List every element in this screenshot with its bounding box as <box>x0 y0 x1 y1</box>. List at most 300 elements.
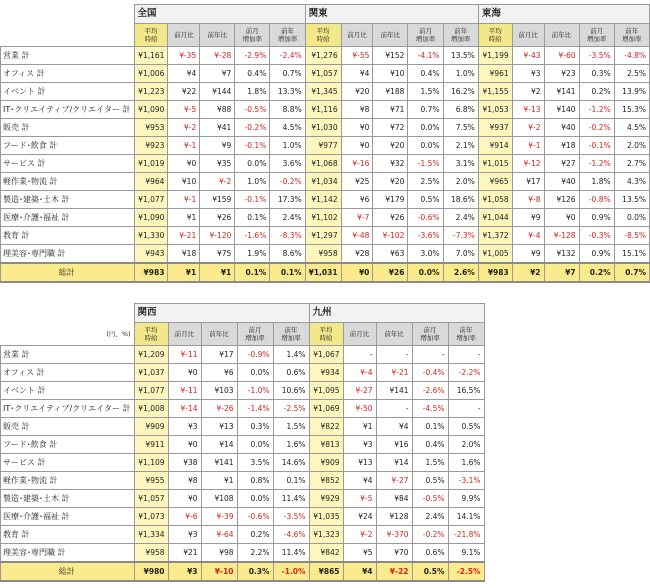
category-label: 総計 <box>1 562 135 581</box>
table-row <box>1 382 485 400</box>
unit-label <box>1 24 135 47</box>
value-cell: ¥140 <box>544 101 579 119</box>
value-cell: ¥4 <box>343 472 376 490</box>
value-cell: -0.2% <box>412 526 448 544</box>
value-cell: 8.8% <box>270 101 305 119</box>
value-cell: ¥141 <box>544 83 579 101</box>
value-cell: 3.0% <box>408 245 443 264</box>
value-cell: 2.2% <box>237 544 273 563</box>
region-header-row <box>1 304 485 323</box>
value-cell: 0.3% <box>237 418 273 436</box>
value-cell: 0.5% <box>448 418 484 436</box>
value-cell: -0.2% <box>270 173 305 191</box>
value-cell: ¥8 <box>168 472 201 490</box>
avg-wage-cell: ¥958 <box>134 544 168 563</box>
avg-wage-cell: ¥1,345 <box>305 83 341 101</box>
table-row <box>1 173 650 191</box>
value-cell: -1.2% <box>579 155 614 173</box>
value-cell: 2.1% <box>443 137 478 155</box>
value-cell: -4.5% <box>412 400 448 418</box>
value-cell: ¥32 <box>373 155 408 173</box>
value-cell: 10.6% <box>273 382 309 400</box>
value-cell: ¥-5 <box>343 490 376 508</box>
table-row <box>1 227 650 245</box>
value-cell: - <box>448 346 484 364</box>
value-cell: 0.4% <box>235 65 270 83</box>
value-cell: -2.4% <box>270 47 305 65</box>
value-cell: ¥6 <box>201 364 237 382</box>
value-cell: ¥-1 <box>168 137 200 155</box>
value-cell: ¥13 <box>343 454 376 472</box>
value-cell: ¥70 <box>376 544 412 563</box>
category-label: 総計 <box>1 263 135 282</box>
value-cell: 13.3% <box>270 83 305 101</box>
avg-wage-cell: ¥1,116 <box>305 101 341 119</box>
value-cell: ¥40 <box>544 119 579 137</box>
value-cell: 1.0% <box>270 137 305 155</box>
column-header: 前年 増加率 <box>270 24 305 47</box>
avg-wage-cell: ¥1,155 <box>478 83 512 101</box>
avg-wage-cell: ¥943 <box>134 245 168 264</box>
value-cell: -1.0% <box>237 382 273 400</box>
value-cell: -3.6% <box>408 227 443 245</box>
column-header: 前月比 <box>341 24 373 47</box>
value-cell: ¥3 <box>168 562 201 581</box>
value-cell: ¥71 <box>373 101 408 119</box>
value-cell: ¥-21 <box>376 364 412 382</box>
table-row <box>1 119 650 137</box>
avg-wage-cell: ¥964 <box>134 173 168 191</box>
column-header: 平均 時給 <box>134 24 168 47</box>
column-header: 平均 時給 <box>309 323 343 346</box>
avg-wage-cell: ¥1,323 <box>309 526 343 544</box>
value-cell: ¥72 <box>373 119 408 137</box>
value-cell: 0.2% <box>579 83 614 101</box>
total-row <box>1 562 485 581</box>
category-label: サービス 計 <box>1 454 135 472</box>
column-header: 前年比 <box>544 24 579 47</box>
value-cell: ¥-21 <box>168 227 200 245</box>
value-cell: 14.1% <box>448 508 484 526</box>
table-row <box>1 472 485 490</box>
value-cell: ¥84 <box>376 490 412 508</box>
column-header: 前月比 <box>343 323 376 346</box>
value-cell: 2.5% <box>408 173 443 191</box>
category-label: フード･飲食 計 <box>1 137 135 155</box>
avg-wage-cell: ¥813 <box>309 436 343 454</box>
avg-wage-cell: ¥865 <box>309 562 343 581</box>
value-cell: -2.9% <box>235 47 270 65</box>
avg-wage-cell: ¥1,161 <box>134 47 168 65</box>
value-cell: ¥-4 <box>512 227 544 245</box>
value-cell: -0.1% <box>235 191 270 209</box>
value-cell: ¥26 <box>373 209 408 227</box>
value-cell: ¥-5 <box>168 101 200 119</box>
value-cell: 3.5% <box>237 454 273 472</box>
value-cell: ¥9 <box>512 209 544 227</box>
value-cell: ¥-2 <box>512 119 544 137</box>
value-cell: 11.4% <box>273 490 309 508</box>
value-cell: -2.5% <box>448 562 484 581</box>
value-cell: ¥-370 <box>376 526 412 544</box>
value-cell: 0.5% <box>408 191 443 209</box>
avg-wage-cell: ¥923 <box>134 137 168 155</box>
value-cell: ¥1 <box>168 209 200 227</box>
avg-wage-cell: ¥1,058 <box>478 191 512 209</box>
avg-wage-cell: ¥977 <box>305 137 341 155</box>
value-cell: ¥-39 <box>201 508 237 526</box>
category-label: イベント 計 <box>1 382 135 400</box>
avg-wage-cell: ¥842 <box>309 544 343 563</box>
column-header: 前月 増加率 <box>412 323 448 346</box>
category-label: 販売 計 <box>1 119 135 137</box>
value-cell: -3.1% <box>448 472 484 490</box>
category-label: 教育 計 <box>1 227 135 245</box>
table-row <box>1 454 485 472</box>
value-cell: -8.3% <box>270 227 305 245</box>
value-cell: ¥7 <box>544 263 579 282</box>
value-cell: ¥0 <box>168 364 201 382</box>
column-header-row <box>1 323 485 346</box>
value-cell: ¥6 <box>341 191 373 209</box>
value-cell: -1.4% <box>237 400 273 418</box>
category-label: 理美容･専門職 計 <box>1 245 135 264</box>
value-cell: -2.6% <box>412 382 448 400</box>
avg-wage-cell: ¥1,090 <box>134 101 168 119</box>
category-label: 軽作業･物流 計 <box>1 173 135 191</box>
value-cell: ¥1 <box>200 263 235 282</box>
category-label: 営業 計 <box>1 346 135 364</box>
column-header: 前年比 <box>373 24 408 47</box>
value-cell: ¥3 <box>168 526 201 544</box>
avg-wage-cell: ¥1,109 <box>134 454 168 472</box>
table-row <box>1 83 650 101</box>
value-cell: ¥8 <box>341 101 373 119</box>
value-cell: ¥-120 <box>200 227 235 245</box>
value-cell: 2.0% <box>614 137 649 155</box>
value-cell: ¥141 <box>376 382 412 400</box>
value-cell: 13.5% <box>614 191 649 209</box>
value-cell: ¥-35 <box>168 47 200 65</box>
table-row <box>1 47 650 65</box>
value-cell: 0.6% <box>273 364 309 382</box>
value-cell: ¥4 <box>168 65 200 83</box>
value-cell: -0.8% <box>579 191 614 209</box>
value-cell: ¥18 <box>168 245 200 264</box>
value-cell: -0.6% <box>237 508 273 526</box>
value-cell: 0.4% <box>408 65 443 83</box>
value-cell: 15.1% <box>614 245 649 264</box>
avg-wage-cell: ¥965 <box>478 173 512 191</box>
value-cell: ¥132 <box>544 245 579 264</box>
value-cell: 9.9% <box>448 490 484 508</box>
table-row <box>1 508 485 526</box>
value-cell: ¥28 <box>341 245 373 264</box>
avg-wage-cell: ¥1,073 <box>134 508 168 526</box>
value-cell: ¥-6 <box>168 508 201 526</box>
value-cell: -0.3% <box>579 227 614 245</box>
value-cell: ¥3 <box>343 436 376 454</box>
value-cell: 2.4% <box>270 209 305 227</box>
value-cell: 1.4% <box>273 346 309 364</box>
value-cell: ¥18 <box>544 137 579 155</box>
value-cell: ¥5 <box>343 544 376 563</box>
value-cell: - <box>448 400 484 418</box>
avg-wage-cell: ¥1,077 <box>134 191 168 209</box>
avg-wage-cell: ¥1,008 <box>134 400 168 418</box>
value-cell: ¥-28 <box>200 47 235 65</box>
value-cell: 0.0% <box>237 490 273 508</box>
value-cell: 16.2% <box>443 83 478 101</box>
avg-wage-cell: ¥1,077 <box>134 382 168 400</box>
value-cell: ¥24 <box>343 508 376 526</box>
avg-wage-cell: ¥1,034 <box>305 173 341 191</box>
avg-wage-cell: ¥1,006 <box>134 65 168 83</box>
value-cell: ¥41 <box>200 119 235 137</box>
value-cell: ¥3 <box>512 65 544 83</box>
table-row <box>1 155 650 173</box>
region-name: 九州 <box>309 304 484 323</box>
value-cell: 0.1% <box>270 263 305 282</box>
value-cell: ¥9 <box>512 245 544 264</box>
value-cell: ¥2 <box>512 263 544 282</box>
value-cell: ¥21 <box>168 544 201 563</box>
value-cell: 1.8% <box>579 173 614 191</box>
table-row <box>1 400 485 418</box>
value-cell: ¥2 <box>512 83 544 101</box>
avg-wage-cell: ¥937 <box>478 119 512 137</box>
value-cell: ¥63 <box>373 245 408 264</box>
category-label: IT･クリエイティブ/クリエイター 計 <box>1 101 135 119</box>
value-cell: 1.0% <box>443 65 478 83</box>
value-cell: - <box>376 346 412 364</box>
column-header: 前月 増加率 <box>235 24 270 47</box>
avg-wage-cell: ¥983 <box>134 263 168 282</box>
column-header: 平均 時給 <box>305 24 341 47</box>
avg-wage-cell: ¥1,068 <box>305 155 341 173</box>
value-cell: ¥26 <box>200 209 235 227</box>
avg-wage-cell: ¥1,037 <box>134 364 168 382</box>
column-header: 平均 時給 <box>134 323 168 346</box>
value-cell: -0.9% <box>237 346 273 364</box>
value-cell: 1.5% <box>408 83 443 101</box>
table-row <box>1 544 485 563</box>
category-label: 製造･建築･土木 計 <box>1 490 135 508</box>
value-cell: 3.1% <box>443 155 478 173</box>
value-cell: ¥20 <box>373 173 408 191</box>
value-cell: ¥-8 <box>512 191 544 209</box>
value-cell: 1.5% <box>412 454 448 472</box>
avg-wage-cell: ¥1,067 <box>309 346 343 364</box>
value-cell: 0.1% <box>273 472 309 490</box>
value-cell: 0.9% <box>579 245 614 264</box>
avg-wage-cell: ¥1,090 <box>134 209 168 227</box>
value-cell: 1.6% <box>448 454 484 472</box>
value-cell: ¥14 <box>376 454 412 472</box>
value-cell: ¥14 <box>201 436 237 454</box>
value-cell: ¥0 <box>341 263 373 282</box>
value-cell: -3.5% <box>579 47 614 65</box>
region-name: 関東 <box>305 5 478 24</box>
value-cell: 8.6% <box>270 245 305 264</box>
value-cell: -4.8% <box>614 47 649 65</box>
column-header: 前月比 <box>168 323 201 346</box>
column-header: 前月 増加率 <box>408 24 443 47</box>
avg-wage-cell: ¥929 <box>309 490 343 508</box>
value-cell: ¥25 <box>341 173 373 191</box>
value-cell: 2.4% <box>412 508 448 526</box>
value-cell: -0.1% <box>579 137 614 155</box>
value-cell: ¥103 <box>201 382 237 400</box>
category-label: フード･飲食 計 <box>1 436 135 454</box>
value-cell: ¥-50 <box>343 400 376 418</box>
value-cell: 2.5% <box>614 65 649 83</box>
value-cell: 0.9% <box>579 209 614 227</box>
value-cell: ¥141 <box>201 454 237 472</box>
value-cell: 0.4% <box>412 436 448 454</box>
column-header-row <box>1 24 650 47</box>
unit-label: (円、%) <box>1 323 135 346</box>
total-row <box>1 263 650 282</box>
value-cell: -4.6% <box>273 526 309 544</box>
value-cell: 3.6% <box>270 155 305 173</box>
value-cell: 1.6% <box>273 436 309 454</box>
value-cell: ¥-22 <box>376 562 412 581</box>
avg-wage-cell: ¥1,057 <box>305 65 341 83</box>
value-cell: -1.6% <box>235 227 270 245</box>
value-cell: ¥16 <box>376 436 412 454</box>
table-row <box>1 245 650 264</box>
value-cell: 7.5% <box>443 119 478 137</box>
value-cell: 2.6% <box>443 263 478 282</box>
value-cell: 13.9% <box>614 83 649 101</box>
value-cell: - <box>376 400 412 418</box>
value-cell: ¥-1 <box>168 191 200 209</box>
value-cell: 4.5% <box>614 119 649 137</box>
avg-wage-cell: ¥1,035 <box>309 508 343 526</box>
value-cell: ¥-128 <box>544 227 579 245</box>
column-header: 前月比 <box>168 24 200 47</box>
value-cell: ¥0 <box>168 490 201 508</box>
value-cell: ¥-64 <box>201 526 237 544</box>
value-cell: 1.0% <box>235 173 270 191</box>
value-cell: ¥88 <box>200 101 235 119</box>
value-cell: 0.0% <box>237 436 273 454</box>
value-cell: ¥0 <box>544 209 579 227</box>
value-cell: -0.5% <box>235 101 270 119</box>
value-cell: 2.7% <box>614 155 649 173</box>
corner-cell <box>1 5 135 24</box>
value-cell: ¥13 <box>201 418 237 436</box>
corner-cell <box>1 304 135 323</box>
avg-wage-cell: ¥1,372 <box>478 227 512 245</box>
category-label: オフィス 計 <box>1 65 135 83</box>
value-cell: ¥179 <box>373 191 408 209</box>
value-cell: ¥188 <box>373 83 408 101</box>
value-cell: -0.4% <box>412 364 448 382</box>
value-cell: 0.0% <box>235 155 270 173</box>
value-cell: -0.6% <box>408 209 443 227</box>
value-cell: -3.5% <box>273 508 309 526</box>
value-cell: 13.5% <box>443 47 478 65</box>
avg-wage-cell: ¥980 <box>134 562 168 581</box>
value-cell: 0.1% <box>235 209 270 227</box>
avg-wage-cell: ¥822 <box>309 418 343 436</box>
column-header: 前年比 <box>376 323 412 346</box>
avg-wage-cell: ¥1,199 <box>478 47 512 65</box>
value-cell: 0.7% <box>614 263 649 282</box>
avg-wage-cell: ¥958 <box>305 245 341 264</box>
category-label: イベント 計 <box>1 83 135 101</box>
table-row <box>1 191 650 209</box>
value-cell: - <box>343 346 376 364</box>
value-cell: 2.0% <box>448 436 484 454</box>
avg-wage-cell: ¥1,031 <box>305 263 341 282</box>
value-cell: 14.6% <box>273 454 309 472</box>
avg-wage-cell: ¥955 <box>134 472 168 490</box>
value-cell: 4.3% <box>614 173 649 191</box>
column-header: 前月比 <box>512 24 544 47</box>
value-cell: ¥35 <box>200 155 235 173</box>
value-cell: 17.3% <box>270 191 305 209</box>
value-cell: ¥-1 <box>512 137 544 155</box>
value-cell: ¥-11 <box>168 382 201 400</box>
value-cell: ¥9 <box>200 137 235 155</box>
value-cell: - <box>412 346 448 364</box>
value-cell: 0.2% <box>579 263 614 282</box>
value-cell: ¥17 <box>201 346 237 364</box>
value-cell: ¥38 <box>168 454 201 472</box>
category-label: 医療･介護･福祉 計 <box>1 209 135 227</box>
avg-wage-cell: ¥1,142 <box>305 191 341 209</box>
value-cell: 1.8% <box>235 83 270 101</box>
avg-wage-cell: ¥1,102 <box>305 209 341 227</box>
value-cell: 0.0% <box>408 137 443 155</box>
value-cell: ¥0 <box>341 137 373 155</box>
value-cell: ¥23 <box>544 65 579 83</box>
value-cell: -0.2% <box>235 119 270 137</box>
avg-wage-cell: ¥852 <box>309 472 343 490</box>
value-cell: ¥17 <box>512 173 544 191</box>
value-cell: 6.8% <box>443 101 478 119</box>
avg-wage-cell: ¥1,030 <box>305 119 341 137</box>
value-cell: 0.0% <box>408 119 443 137</box>
category-label: 教育 計 <box>1 526 135 544</box>
column-header: 前年 増加率 <box>273 323 309 346</box>
category-label: 製造･建築･土木 計 <box>1 191 135 209</box>
value-cell: 2.4% <box>443 209 478 227</box>
region-name: 関西 <box>134 304 309 323</box>
value-cell: 15.3% <box>614 101 649 119</box>
value-cell: 0.6% <box>412 544 448 563</box>
value-cell: ¥1 <box>201 472 237 490</box>
value-cell: ¥-13 <box>512 101 544 119</box>
category-label: 営業 計 <box>1 47 135 65</box>
value-cell: ¥-27 <box>376 472 412 490</box>
avg-wage-cell: ¥909 <box>309 454 343 472</box>
column-header: 前年 増加率 <box>614 24 649 47</box>
value-cell: 1.9% <box>235 245 270 264</box>
value-cell: 2.0% <box>443 173 478 191</box>
column-header: 前年 増加率 <box>443 24 478 47</box>
table-row <box>1 346 485 364</box>
value-cell: -1.2% <box>579 101 614 119</box>
value-cell: ¥20 <box>341 83 373 101</box>
value-cell: 0.5% <box>412 562 448 581</box>
value-cell: ¥20 <box>373 137 408 155</box>
table-row <box>1 101 650 119</box>
value-cell: 0.8% <box>237 472 273 490</box>
